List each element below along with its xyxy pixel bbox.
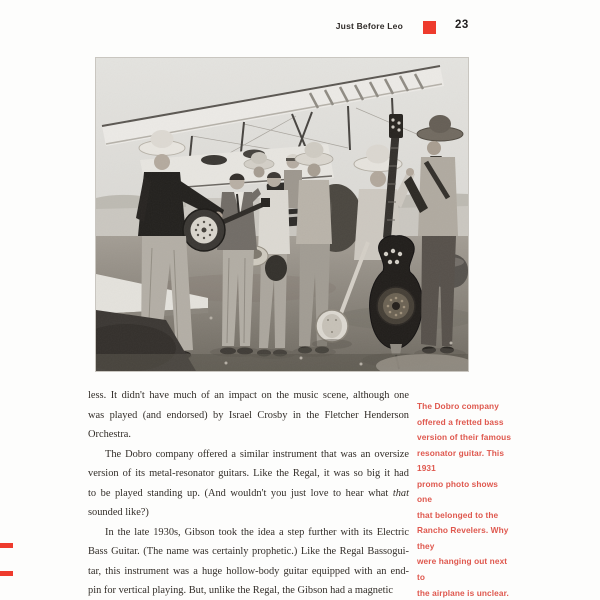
photo-caption: The Dobro company offered a fretted bass version of their famous resonator guitar. This 1931 promo photo shows one that belonged to the Rancho Revelers. Why they were hanging out next to the airplane is unclear.: [417, 401, 512, 598]
body-text: [88, 386, 409, 600]
paragraph: In the late 1930s, Gibson took the idea a step further with its Electric Bass Guitar. (The name was certainly prophetic.) Like the Regal Bassogui- tar, this instrument was a huge hollow-body guitar equipped with an end- pin for vertical playing. But, unlike the Regal, the Gibson had a magnetic: [88, 526, 409, 597]
photo-illustration: [96, 58, 468, 371]
paragraph: less. It didn't have much of an impact on the music scene, although one was played (and endorsed) by Israel Crosby in the Fletcher Henderson Orchestra.: [88, 390, 409, 441]
page-number: 23: [455, 19, 469, 31]
page-edge-tick: [0, 571, 13, 576]
paragraph: The Dobro company offered a similar instrument that was an oversize version of its metal-resonator guitars. Like the Regal, it was so big it had to be played standing up. (And wouldn't you just love to hear what that sounded like?): [88, 448, 409, 519]
band-airplane-photo: [96, 58, 468, 371]
chapter-marker-square: [423, 21, 436, 34]
running-title: Just Before Leo: [335, 21, 403, 31]
photo-grain: [96, 58, 468, 371]
page-edge-tick: [0, 543, 13, 548]
